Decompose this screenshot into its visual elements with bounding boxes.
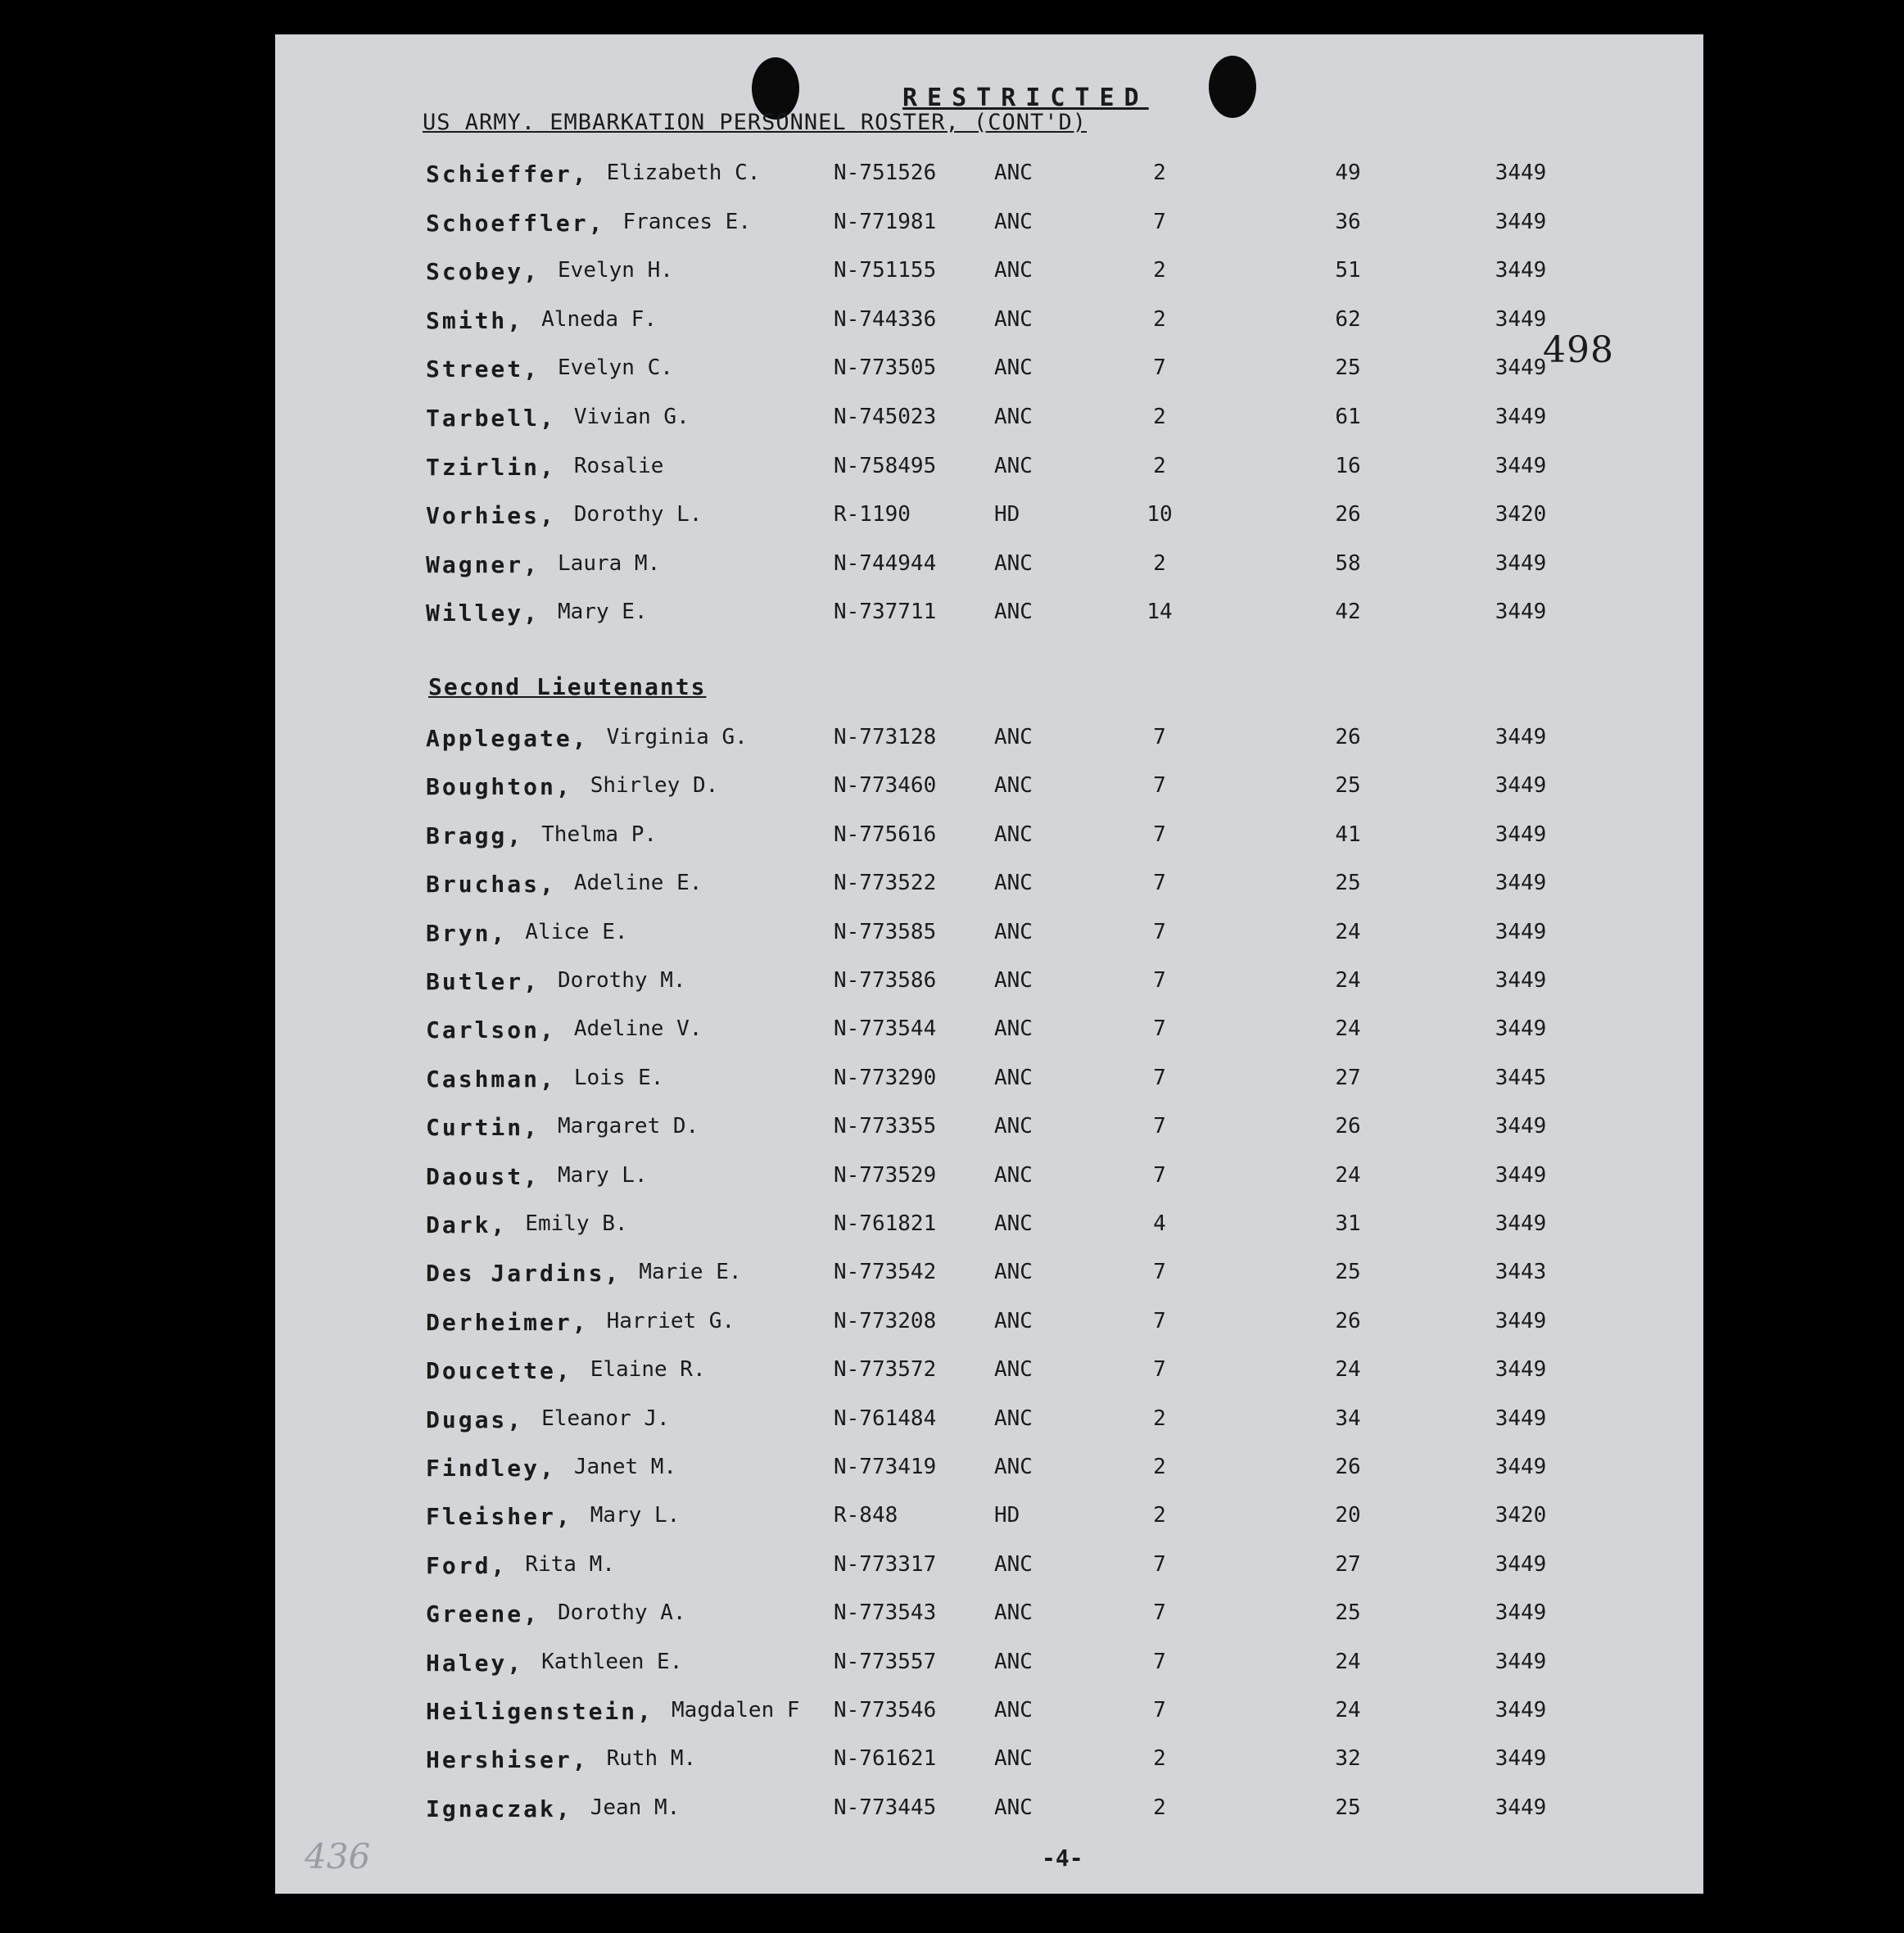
surname-cell: Schoeffler, — [426, 209, 605, 237]
branch-cell: ANC — [994, 1308, 1033, 1333]
side-page-number: 498 — [1543, 329, 1614, 371]
column-c-cell: 3449 — [1495, 1308, 1547, 1333]
table-row — [275, 1114, 1703, 1147]
given-name-cell: Alneda F. — [541, 306, 658, 332]
serial-number-cell: N-773460 — [834, 773, 937, 799]
branch-cell: HD — [994, 502, 1020, 527]
given-name-cell: Frances E. — [622, 209, 751, 234]
column-b-cell: 27 — [1335, 1065, 1361, 1090]
given-name-cell: Lois E. — [573, 1065, 664, 1090]
serial-number-cell: N-773522 — [834, 871, 937, 896]
given-name-cell: Mary L. — [558, 1162, 648, 1188]
surname-cell: Scobey, — [426, 258, 540, 286]
column-c-cell: 3449 — [1495, 161, 1547, 185]
given-name-cell: Harriet G. — [606, 1308, 735, 1333]
column-a-cell: 7 — [1153, 773, 1166, 799]
table-row — [275, 405, 1703, 437]
column-c-cell: 3449 — [1495, 405, 1547, 429]
branch-cell: ANC — [994, 1406, 1033, 1431]
column-c-cell: 3449 — [1495, 1551, 1547, 1577]
table-row — [275, 920, 1703, 953]
branch-cell: ANC — [994, 1649, 1033, 1674]
serial-number-cell: N-773543 — [834, 1600, 937, 1626]
surname-cell: Curtin, — [426, 1114, 540, 1142]
column-b-cell: 51 — [1335, 258, 1361, 283]
column-b-cell: 25 — [1335, 1600, 1361, 1626]
serial-number-cell: N-775616 — [834, 822, 937, 847]
table-row — [275, 1406, 1703, 1439]
column-a-cell: 2 — [1153, 1795, 1166, 1820]
table-row — [275, 1357, 1703, 1390]
surname-cell: Greene, — [426, 1600, 540, 1628]
serial-number-cell: N-773586 — [834, 968, 937, 993]
column-b-cell: 42 — [1335, 600, 1361, 625]
surname-cell: Doucette, — [426, 1357, 572, 1385]
given-name-cell: Marie E. — [639, 1260, 742, 1285]
table-row — [275, 1600, 1703, 1633]
column-a-cell: 7 — [1153, 209, 1166, 234]
table-row — [275, 1746, 1703, 1779]
column-b-cell: 49 — [1335, 161, 1361, 185]
surname-cell: Boughton, — [426, 773, 572, 801]
column-b-cell: 16 — [1335, 453, 1361, 478]
surname-cell: Ignaczak, — [426, 1795, 572, 1822]
column-a-cell: 2 — [1153, 161, 1166, 185]
column-a-cell: 7 — [1153, 725, 1166, 749]
table-row — [275, 454, 1703, 487]
surname-cell: Smith, — [426, 306, 524, 334]
table-row — [275, 161, 1703, 193]
table-row — [275, 1503, 1703, 1536]
table-row — [275, 355, 1703, 388]
column-a-cell: 7 — [1153, 1698, 1166, 1722]
branch-cell: ANC — [994, 773, 1033, 799]
table-row — [275, 1552, 1703, 1585]
column-a-cell: 7 — [1153, 1600, 1166, 1626]
column-c-cell: 3420 — [1495, 1503, 1547, 1528]
table-row — [275, 502, 1703, 535]
given-name-cell: Dorothy M. — [558, 968, 686, 993]
given-name-cell: Thelma P. — [541, 822, 658, 847]
column-a-cell: 7 — [1153, 822, 1166, 847]
surname-cell: Fleisher, — [426, 1503, 572, 1531]
given-name-cell: Mary E. — [558, 600, 648, 625]
column-c-cell: 3449 — [1495, 1746, 1547, 1772]
column-c-cell: 3449 — [1495, 1357, 1547, 1383]
given-name-cell: Jean M. — [590, 1795, 681, 1820]
given-name-cell: Margaret D. — [558, 1114, 699, 1139]
table-row — [275, 258, 1703, 291]
table-row — [275, 1016, 1703, 1049]
column-c-cell: 3449 — [1495, 725, 1547, 749]
column-c-cell: 3449 — [1495, 306, 1547, 332]
branch-cell: ANC — [994, 822, 1033, 847]
branch-cell: ANC — [994, 1162, 1033, 1188]
column-a-cell: 2 — [1153, 258, 1166, 283]
serial-number-cell: N-751155 — [834, 258, 937, 283]
column-c-cell: 3449 — [1495, 1211, 1547, 1236]
surname-cell: Bragg, — [426, 822, 524, 849]
serial-number-cell: R-848 — [834, 1503, 898, 1528]
table-row — [275, 551, 1703, 584]
table-row — [275, 1650, 1703, 1682]
column-c-cell: 3420 — [1495, 502, 1547, 527]
branch-cell: ANC — [994, 919, 1033, 944]
table-row — [275, 822, 1703, 855]
column-b-cell: 34 — [1335, 1406, 1361, 1431]
serial-number-cell: N-773572 — [834, 1357, 937, 1383]
column-a-cell: 7 — [1153, 1357, 1166, 1383]
given-name-cell: Adeline E. — [573, 871, 703, 896]
serial-number-cell: N-773317 — [834, 1551, 937, 1577]
serial-number-cell: N-773505 — [834, 355, 937, 381]
column-a-cell: 2 — [1153, 1406, 1166, 1431]
serial-number-cell: N-773355 — [834, 1114, 937, 1139]
surname-cell: Carlson, — [426, 1016, 556, 1044]
serial-number-cell: N-773128 — [834, 725, 937, 749]
table-row — [275, 1309, 1703, 1342]
serial-number-cell: N-773208 — [834, 1308, 937, 1333]
surname-cell: Cashman, — [426, 1065, 556, 1093]
column-a-cell: 7 — [1153, 1308, 1166, 1333]
column-b-cell: 24 — [1335, 919, 1361, 944]
page-number: -4- — [1042, 1845, 1083, 1872]
column-c-cell: 3449 — [1495, 209, 1547, 234]
given-name-cell: Kathleen E. — [541, 1649, 683, 1674]
serial-number-cell: R-1190 — [834, 502, 911, 527]
surname-cell: Willey, — [426, 600, 540, 627]
surname-cell: Heiligenstein, — [426, 1698, 654, 1725]
column-c-cell: 3449 — [1495, 773, 1547, 799]
column-b-cell: 26 — [1335, 1455, 1361, 1479]
punch-hole — [1209, 56, 1256, 118]
column-b-cell: 58 — [1335, 550, 1361, 576]
table-row — [275, 210, 1703, 242]
column-b-cell: 32 — [1335, 1746, 1361, 1772]
column-a-cell: 2 — [1153, 1455, 1166, 1479]
column-b-cell: 26 — [1335, 1308, 1361, 1333]
serial-number-cell: N-773585 — [834, 919, 937, 944]
column-b-cell: 25 — [1335, 773, 1361, 799]
given-name-cell: Virginia G. — [606, 725, 748, 749]
surname-cell: Bryn, — [426, 919, 508, 947]
given-name-cell: Dorothy A. — [558, 1600, 686, 1626]
column-b-cell: 25 — [1335, 1260, 1361, 1285]
column-a-cell: 7 — [1153, 1649, 1166, 1674]
given-name-cell: Emily B. — [525, 1211, 628, 1236]
serial-number-cell: N-773529 — [834, 1162, 937, 1188]
column-a-cell: 10 — [1146, 502, 1173, 527]
table-row — [275, 1455, 1703, 1487]
column-b-cell: 24 — [1335, 1649, 1361, 1674]
column-c-cell: 3449 — [1495, 968, 1547, 993]
column-a-cell: 14 — [1146, 600, 1173, 625]
column-b-cell: 26 — [1335, 1114, 1361, 1139]
column-c-cell: 3449 — [1495, 258, 1547, 283]
surname-cell: Street, — [426, 355, 540, 383]
surname-cell: Haley, — [426, 1649, 524, 1677]
surname-cell: Bruchas, — [426, 871, 556, 899]
branch-cell: ANC — [994, 1551, 1033, 1577]
column-b-cell: 26 — [1335, 502, 1361, 527]
surname-cell: Findley, — [426, 1455, 556, 1482]
column-a-cell: 2 — [1153, 453, 1166, 478]
table-row — [275, 871, 1703, 903]
column-b-cell: 31 — [1335, 1211, 1361, 1236]
column-c-cell: 3449 — [1495, 1649, 1547, 1674]
column-a-cell: 2 — [1153, 1503, 1166, 1528]
pencil-note: 436 — [305, 1836, 371, 1876]
given-name-cell: Shirley D. — [590, 773, 719, 799]
column-c-cell: 3449 — [1495, 550, 1547, 576]
column-c-cell: 3449 — [1495, 1016, 1547, 1042]
given-name-cell: Alice E. — [525, 919, 628, 944]
serial-number-cell: N-773544 — [834, 1016, 937, 1042]
document-page — [275, 34, 1703, 1894]
given-name-cell: Laura M. — [558, 550, 661, 576]
branch-cell: ANC — [994, 161, 1033, 185]
branch-cell: HD — [994, 1503, 1020, 1528]
branch-cell: ANC — [994, 871, 1033, 896]
column-c-cell: 3449 — [1495, 871, 1547, 896]
serial-number-cell: N-773542 — [834, 1260, 937, 1285]
column-b-cell: 61 — [1335, 405, 1361, 429]
column-b-cell: 41 — [1335, 822, 1361, 847]
column-a-cell: 7 — [1153, 1065, 1166, 1090]
branch-cell: ANC — [994, 550, 1033, 576]
surname-cell: Des Jardins, — [426, 1260, 622, 1288]
branch-cell: ANC — [994, 258, 1033, 283]
serial-number-cell: N-773445 — [834, 1795, 937, 1820]
surname-cell: Applegate, — [426, 725, 589, 752]
surname-cell: Vorhies, — [426, 502, 556, 530]
serial-number-cell: N-771981 — [834, 209, 937, 234]
column-c-cell: 3449 — [1495, 1698, 1547, 1722]
branch-cell: ANC — [994, 1114, 1033, 1139]
column-c-cell: 3449 — [1495, 1795, 1547, 1820]
column-a-cell: 2 — [1153, 1746, 1166, 1772]
column-a-cell: 2 — [1153, 306, 1166, 332]
serial-number-cell: N-761621 — [834, 1746, 937, 1772]
branch-cell: ANC — [994, 1746, 1033, 1772]
branch-cell: ANC — [994, 1698, 1033, 1722]
table-row — [275, 773, 1703, 806]
serial-number-cell: N-773557 — [834, 1649, 937, 1674]
column-c-cell: 3449 — [1495, 1114, 1547, 1139]
given-name-cell: Vivian G. — [573, 405, 690, 429]
serial-number-cell: N-744944 — [834, 550, 937, 576]
serial-number-cell: N-737711 — [834, 600, 937, 625]
column-c-cell: 3449 — [1495, 1455, 1547, 1479]
column-b-cell: 24 — [1335, 968, 1361, 993]
column-b-cell: 25 — [1335, 1795, 1361, 1820]
restricted-stamp: RESTRICTED — [902, 84, 1149, 112]
branch-cell: ANC — [994, 405, 1033, 429]
table-row — [275, 1795, 1703, 1828]
column-a-cell: 7 — [1153, 968, 1166, 993]
roster-title: US ARMY. EMBARKATION PERSONNEL ROSTER, (CONT'D) — [423, 110, 1088, 135]
serial-number-cell: N-758495 — [834, 453, 937, 478]
table-row — [275, 725, 1703, 758]
branch-cell: ANC — [994, 209, 1033, 234]
column-a-cell: 7 — [1153, 1114, 1166, 1139]
branch-cell: ANC — [994, 453, 1033, 478]
given-name-cell: Dorothy L. — [573, 502, 703, 527]
column-b-cell: 25 — [1335, 355, 1361, 381]
table-row — [275, 1260, 1703, 1292]
column-c-cell: 3449 — [1495, 600, 1547, 625]
table-row — [275, 1698, 1703, 1731]
given-name-cell: Magdalen F — [672, 1698, 800, 1722]
branch-cell: ANC — [994, 725, 1033, 749]
column-c-cell: 3449 — [1495, 1162, 1547, 1188]
column-b-cell: 26 — [1335, 725, 1361, 749]
column-b-cell: 24 — [1335, 1162, 1361, 1188]
table-row — [275, 1211, 1703, 1244]
surname-cell: Dugas, — [426, 1406, 524, 1433]
given-name-cell: Adeline V. — [573, 1016, 703, 1042]
surname-cell: Daoust, — [426, 1162, 540, 1190]
given-name-cell: Janet M. — [573, 1455, 677, 1479]
given-name-cell: Evelyn H. — [558, 258, 673, 283]
given-name-cell: Elaine R. — [590, 1357, 706, 1383]
column-a-cell: 4 — [1153, 1211, 1166, 1236]
column-c-cell: 3443 — [1495, 1260, 1547, 1285]
serial-number-cell: N-773290 — [834, 1065, 937, 1090]
branch-cell: ANC — [994, 1211, 1033, 1236]
column-b-cell: 36 — [1335, 209, 1361, 234]
surname-cell: Wagner, — [426, 550, 540, 578]
column-a-cell: 7 — [1153, 919, 1166, 944]
given-name-cell: Mary L. — [590, 1503, 681, 1528]
column-a-cell: 7 — [1153, 355, 1166, 381]
serial-number-cell: N-744336 — [834, 306, 937, 332]
column-b-cell: 25 — [1335, 871, 1361, 896]
column-c-cell: 3449 — [1495, 1406, 1547, 1431]
surname-cell: Derheimer, — [426, 1308, 589, 1336]
column-b-cell: 24 — [1335, 1698, 1361, 1722]
column-a-cell: 7 — [1153, 1260, 1166, 1285]
column-b-cell: 27 — [1335, 1551, 1361, 1577]
surname-cell: Ford, — [426, 1551, 508, 1579]
column-b-cell: 62 — [1335, 306, 1361, 332]
table-row — [275, 1066, 1703, 1098]
serial-number-cell: N-751526 — [834, 161, 937, 185]
column-a-cell: 2 — [1153, 550, 1166, 576]
section-heading: Second Lieutenants — [428, 673, 707, 700]
branch-cell: ANC — [994, 1065, 1033, 1090]
given-name-cell: Evelyn C. — [558, 355, 673, 381]
table-row — [275, 968, 1703, 1001]
table-row — [275, 307, 1703, 340]
column-a-cell: 7 — [1153, 871, 1166, 896]
serial-number-cell: N-745023 — [834, 405, 937, 429]
branch-cell: ANC — [994, 355, 1033, 381]
column-a-cell: 7 — [1153, 1016, 1166, 1042]
column-c-cell: 3449 — [1495, 453, 1547, 478]
branch-cell: ANC — [994, 1600, 1033, 1626]
column-c-cell: 3449 — [1495, 355, 1547, 381]
branch-cell: ANC — [994, 1260, 1033, 1285]
column-c-cell: 3449 — [1495, 822, 1547, 847]
column-a-cell: 2 — [1153, 405, 1166, 429]
table-row — [275, 1163, 1703, 1196]
given-name-cell: Ruth M. — [606, 1746, 697, 1772]
surname-cell: Schieffer, — [426, 161, 589, 188]
surname-cell: Butler, — [426, 968, 540, 995]
surname-cell: Hershiser, — [426, 1746, 589, 1774]
branch-cell: ANC — [994, 1455, 1033, 1479]
branch-cell: ANC — [994, 968, 1033, 993]
column-b-cell: 24 — [1335, 1016, 1361, 1042]
column-a-cell: 7 — [1153, 1551, 1166, 1577]
serial-number-cell: N-773546 — [834, 1698, 937, 1722]
column-a-cell: 7 — [1153, 1162, 1166, 1188]
column-b-cell: 24 — [1335, 1357, 1361, 1383]
given-name-cell: Rosalie — [573, 453, 664, 478]
given-name-cell: Rita M. — [525, 1551, 615, 1577]
surname-cell: Tzirlin, — [426, 453, 556, 481]
given-name-cell: Elizabeth C. — [606, 161, 761, 185]
column-c-cell: 3445 — [1495, 1065, 1547, 1090]
column-b-cell: 20 — [1335, 1503, 1361, 1528]
surname-cell: Tarbell, — [426, 405, 556, 432]
serial-number-cell: N-761821 — [834, 1211, 937, 1236]
branch-cell: ANC — [994, 1016, 1033, 1042]
given-name-cell: Eleanor J. — [541, 1406, 670, 1431]
serial-number-cell: N-773419 — [834, 1455, 937, 1479]
branch-cell: ANC — [994, 306, 1033, 332]
column-c-cell: 3449 — [1495, 1600, 1547, 1626]
table-row — [275, 600, 1703, 632]
branch-cell: ANC — [994, 600, 1033, 625]
branch-cell: ANC — [994, 1357, 1033, 1383]
surname-cell: Dark, — [426, 1211, 508, 1238]
column-c-cell: 3449 — [1495, 919, 1547, 944]
serial-number-cell: N-761484 — [834, 1406, 937, 1431]
branch-cell: ANC — [994, 1795, 1033, 1820]
